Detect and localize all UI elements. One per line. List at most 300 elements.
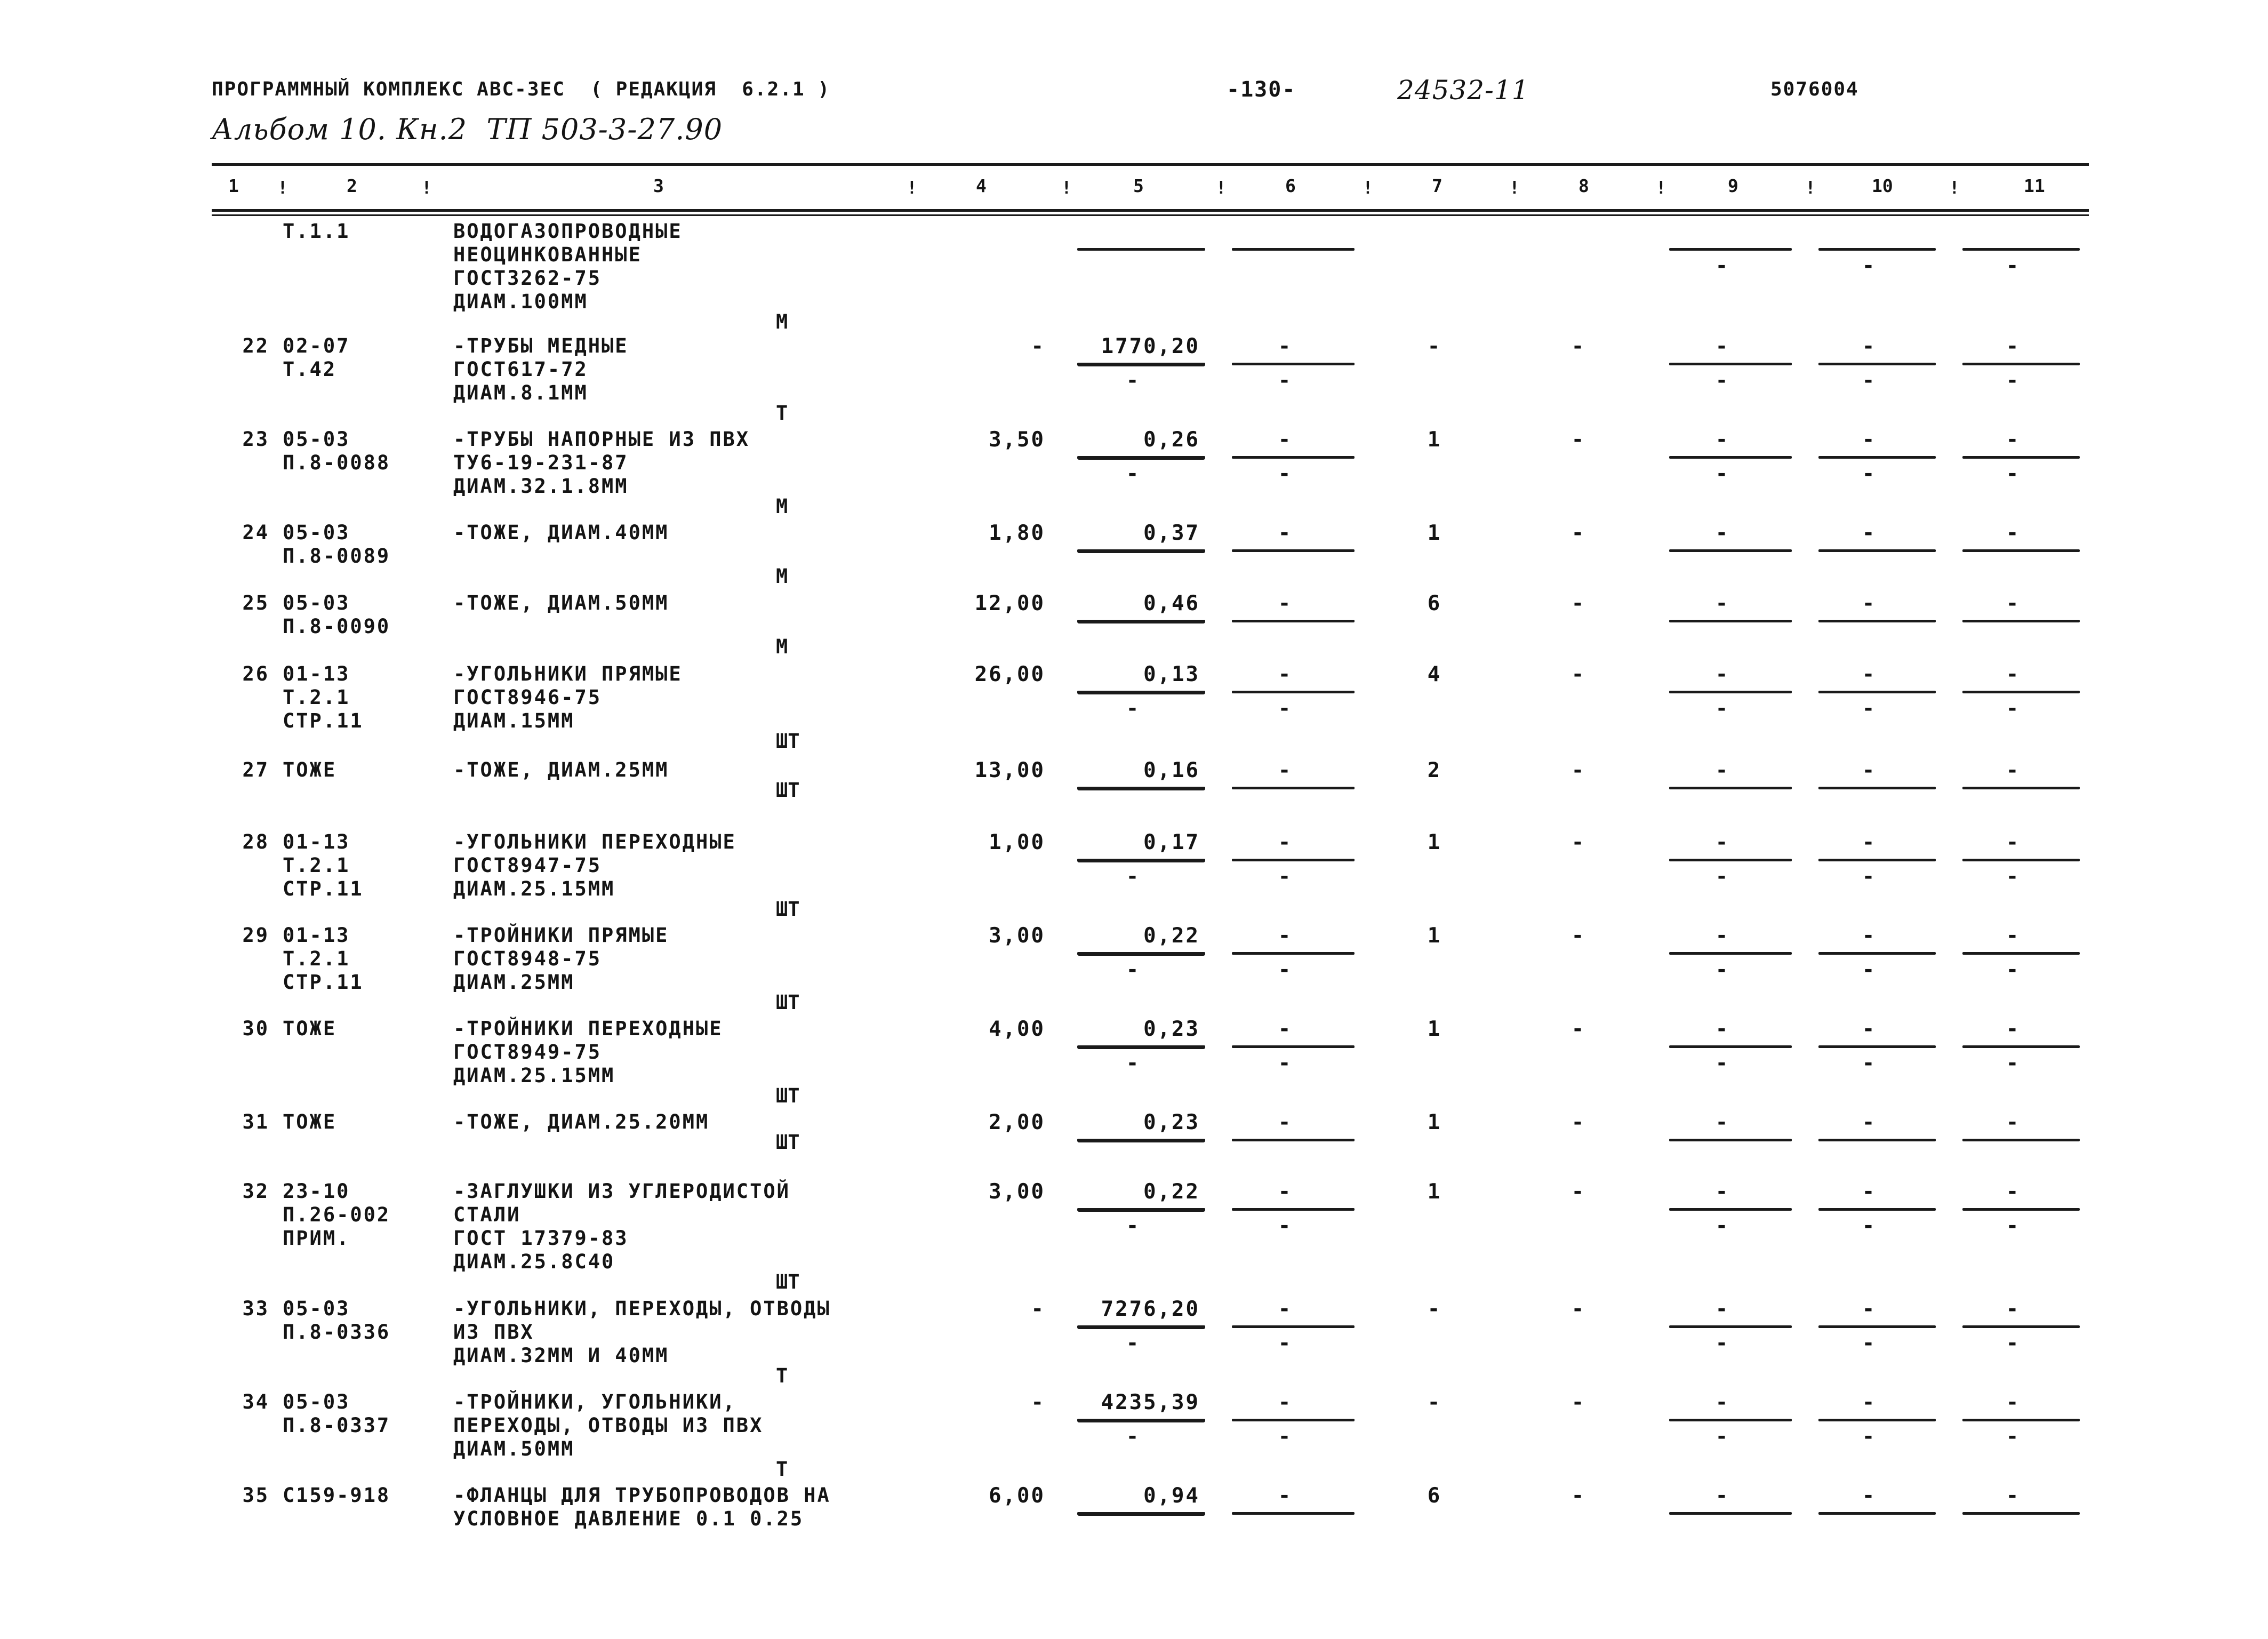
cell-col-8: - [1571, 334, 1586, 358]
fraction-rule-10 [1818, 952, 1936, 955]
fraction-rule-9 [1669, 549, 1792, 552]
row-number: 27 [242, 758, 269, 781]
fraction-rule-11 [1962, 363, 2080, 365]
cell-col-9: - [1715, 758, 1730, 782]
cell-col-10: - [1862, 428, 1877, 452]
fraction-rule-9 [1669, 859, 1792, 861]
row-code-line: 05-03 [283, 591, 350, 614]
cell-col-4: 4,00 [989, 1017, 1045, 1041]
cell-col-5: 0,94 [1143, 1484, 1200, 1508]
cell-col-9: - [1715, 1110, 1730, 1134]
cell-col-8: - [1571, 591, 1586, 615]
cell-col-11-secondary: - [2006, 369, 2021, 393]
row-unit: М [776, 495, 788, 518]
cell-col-7: 6 [1427, 1484, 1442, 1508]
cell-col-8: - [1571, 1110, 1586, 1134]
cell-col-11: - [2006, 1390, 2021, 1414]
row-code-line: Т.42 [283, 358, 337, 381]
cell-col-5: 1770,20 [1101, 334, 1200, 358]
cell-col-9-secondary: - [1715, 1051, 1730, 1075]
cell-col-4: 3,00 [989, 1180, 1045, 1204]
row-description-line: -УГОЛЬНИКИ, ПЕРЕХОДЫ, ОТВОДЫ [453, 1297, 831, 1320]
row-unit: ШТ [776, 991, 800, 1014]
row-unit: ШТ [776, 1084, 800, 1107]
cell-col-6: - [1278, 662, 1293, 686]
col-header-3: 3 [653, 175, 664, 196]
fraction-rule-10 [1818, 859, 1936, 861]
row-description-line: СТАЛИ [453, 1203, 521, 1226]
row-description-line: ГОСТ 17379-83 [453, 1227, 629, 1250]
row-code-line: 01-13 [283, 830, 350, 853]
cell-col-9-secondary: - [1715, 462, 1730, 486]
cell-col-5: 7276,20 [1101, 1297, 1200, 1321]
cell-col-5-secondary: - [1126, 1214, 1141, 1238]
fraction-rule-main [1077, 952, 1205, 956]
cell-col-11: - [2006, 1017, 2021, 1041]
cell-col-10-secondary: - [1862, 865, 1877, 889]
row-number: 29 [242, 924, 269, 947]
cell-col-10-secondary: - [1862, 697, 1877, 721]
cell-col-4: 13,00 [974, 758, 1045, 782]
fraction-rule-main [1077, 787, 1205, 790]
row-number: 31 [242, 1110, 269, 1133]
fraction-rule-main [1077, 859, 1205, 862]
cell-col-6-secondary: - [1278, 865, 1293, 889]
fraction-rule-6 [1232, 1208, 1355, 1211]
row-code-line: С159-918 [283, 1484, 391, 1507]
cell-col-7: 1 [1427, 830, 1442, 854]
fraction-rule-11 [1962, 248, 2080, 251]
row-description-line: ДИАМ.25.8С40 [453, 1250, 615, 1273]
cell-col-10: - [1862, 1390, 1877, 1414]
cell-col-8: - [1571, 830, 1586, 854]
row-unit: Т [776, 1364, 788, 1387]
fraction-rule-6 [1232, 859, 1355, 861]
fraction-rule-9 [1669, 1325, 1792, 1328]
cell-col-11-secondary: - [2006, 1214, 2021, 1238]
cell-col-10: - [1862, 758, 1877, 782]
cell-col-10-secondary: - [1862, 254, 1877, 278]
fraction-rule-6 [1232, 549, 1355, 552]
fraction-rule-11 [1962, 1208, 2080, 1211]
cell-col-11: - [2006, 591, 2021, 615]
cell-col-10: - [1862, 521, 1877, 545]
row-number: 30 [242, 1017, 269, 1040]
cell-col-11-secondary: - [2006, 462, 2021, 486]
fraction-rule-11 [1962, 1512, 2080, 1515]
col-header-2: 2 [347, 175, 357, 196]
cell-col-10-secondary: - [1862, 958, 1877, 982]
row-code-line: 01-13 [283, 662, 350, 685]
cell-col-8: - [1571, 924, 1586, 948]
cell-col-6: - [1278, 334, 1293, 358]
cell-col-6-secondary: - [1278, 1331, 1293, 1355]
fraction-rule-11 [1962, 1419, 2080, 1421]
album-reference: Альбом 10. Кн.2 ТП 503-3-27.90 [212, 113, 723, 146]
fraction-rule-11 [1962, 691, 2080, 693]
cell-col-10: - [1862, 334, 1877, 358]
col-header-11: 11 [2024, 175, 2045, 196]
cell-col-5: 0,23 [1143, 1017, 1200, 1041]
cell-col-5: 4235,39 [1101, 1390, 1200, 1414]
row-description-line: ДИАМ.50ММ [453, 1437, 575, 1460]
cell-col-11-secondary: - [2006, 1425, 2021, 1449]
row-code-line: Т.2.1 [283, 947, 350, 970]
fraction-rule-9 [1669, 1139, 1792, 1141]
row-description-line: -ЗАГЛУШКИ ИЗ УГЛЕРОДИСТОЙ [453, 1180, 790, 1203]
cell-col-9: - [1715, 591, 1730, 615]
fraction-rule-10 [1818, 787, 1936, 789]
document-number: 24532-11 [1397, 75, 1529, 106]
cell-col-8: - [1571, 1180, 1586, 1204]
fraction-rule-main [1077, 456, 1205, 460]
row-code-line: СТР.11 [283, 709, 364, 732]
fraction-rule-main [1077, 549, 1205, 553]
row-description-line: ТУ6-19-231-87 [453, 451, 629, 474]
row-description-line: ВОДОГАЗОПРОВОДНЫЕ [453, 220, 683, 243]
fraction-rule-main [1077, 620, 1205, 623]
cell-col-9: - [1715, 428, 1730, 452]
cell-col-9: - [1715, 521, 1730, 545]
fraction-rule-main [1077, 1045, 1205, 1049]
row-number: 35 [242, 1484, 269, 1507]
cell-col-4: 1,00 [989, 830, 1045, 854]
row-description-line: -ТРУБЫ МЕДНЫЕ [453, 334, 629, 357]
row-unit: Т [776, 402, 788, 425]
cell-col-5: 0,22 [1143, 1180, 1200, 1204]
fraction-rule-11 [1962, 1325, 2080, 1328]
row-description-line: ДИАМ.25ММ [453, 971, 575, 994]
cell-col-9-secondary: - [1715, 958, 1730, 982]
fraction-rule-9 [1669, 1045, 1792, 1048]
fraction-rule-11 [1962, 1139, 2080, 1141]
fraction-rule-10 [1818, 363, 1936, 365]
fraction-rule-10 [1818, 1139, 1936, 1141]
row-unit: М [776, 565, 788, 588]
cell-col-9-secondary: - [1715, 369, 1730, 393]
fraction-rule-9 [1669, 456, 1792, 459]
cell-col-11-secondary: - [2006, 1331, 2021, 1355]
fraction-rule-11 [1962, 859, 2080, 861]
row-code-line: П.8-0337 [283, 1414, 391, 1437]
cell-col-5: 0,17 [1143, 830, 1200, 854]
fraction-rule-6 [1232, 1045, 1355, 1048]
row-code-line: ТОЖЕ [283, 1017, 337, 1040]
fraction-rule-10 [1818, 248, 1936, 251]
cell-col-10: - [1862, 1110, 1877, 1134]
row-code-line: Т.1.1 [283, 220, 350, 243]
cell-col-9-secondary: - [1715, 697, 1730, 721]
fraction-rule-11 [1962, 549, 2080, 552]
cell-col-9: - [1715, 662, 1730, 686]
col-header-8: 8 [1578, 175, 1589, 196]
fraction-rule-9 [1669, 1512, 1792, 1515]
fraction-rule-main [1077, 1139, 1205, 1142]
cell-col-6: - [1278, 428, 1293, 452]
cell-col-6-secondary: - [1278, 1425, 1293, 1449]
col-header-10: 10 [1872, 175, 1893, 196]
row-number: 26 [242, 662, 269, 685]
col-header-9: 9 [1728, 175, 1738, 196]
col-header-5: 5 [1133, 175, 1144, 196]
cell-col-11: - [2006, 521, 2021, 545]
header-bottom-rule [212, 209, 2089, 212]
cell-col-11: - [2006, 1110, 2021, 1134]
cell-col-7: 1 [1427, 1110, 1442, 1134]
fraction-rule-11 [1962, 1045, 2080, 1048]
cell-col-8: - [1571, 1484, 1586, 1508]
row-description-line: ИЗ ПВХ [453, 1321, 534, 1344]
cell-col-10: - [1862, 924, 1877, 948]
fraction-rule-10 [1818, 1512, 1936, 1515]
row-description-line: ГОСТ8949-75 [453, 1041, 602, 1064]
cell-col-9-secondary: - [1715, 865, 1730, 889]
row-code-line: 01-13 [283, 924, 350, 947]
cell-col-6-secondary: - [1278, 462, 1293, 486]
fraction-rule-main [1077, 363, 1205, 366]
row-code-line: СТР.11 [283, 971, 364, 994]
row-code-line: П.8-0089 [283, 545, 391, 567]
cell-col-4: 12,00 [974, 591, 1045, 615]
row-description-line: ДИАМ.8.1ММ [453, 381, 588, 404]
row-description-line: -УГОЛЬНИКИ ПРЯМЫЕ [453, 662, 683, 685]
cell-col-8: - [1571, 1017, 1586, 1041]
cell-col-6: - [1278, 1390, 1293, 1414]
cell-col-6-secondary: - [1278, 1051, 1293, 1075]
cell-col-7: - [1427, 1297, 1442, 1321]
row-number: 32 [242, 1180, 269, 1203]
cell-col-11: - [2006, 662, 2021, 686]
row-description-line: ДИАМ.32ММ И 40ММ [453, 1344, 669, 1367]
row-description-line: ГОСТ617-72 [453, 358, 588, 381]
row-description-line: -ТОЖЕ, ДИАМ.50ММ [453, 591, 669, 614]
fraction-rule-6 [1232, 248, 1355, 251]
row-description-line: -ТРУБЫ НАПОРНЫЕ ИЗ ПВХ [453, 428, 750, 451]
cell-col-6: - [1278, 591, 1293, 615]
row-number: 28 [242, 830, 269, 853]
fraction-rule-10 [1818, 1419, 1936, 1421]
cell-col-7: 4 [1427, 662, 1442, 686]
fraction-rule-6 [1232, 1512, 1355, 1515]
row-code-line: ТОЖЕ [283, 758, 337, 781]
fraction-rule-9 [1669, 363, 1792, 365]
fraction-rule-10 [1818, 1208, 1936, 1211]
cell-col-10-secondary: - [1862, 1331, 1877, 1355]
fraction-rule-9 [1669, 248, 1792, 251]
row-description-line: НЕОЦИНКОВАННЫЕ [453, 243, 642, 266]
fraction-rule-9 [1669, 1208, 1792, 1211]
cell-col-7: - [1427, 334, 1442, 358]
cell-col-6-secondary: - [1278, 958, 1293, 982]
cell-col-7: 1 [1427, 521, 1442, 545]
cell-col-7: 1 [1427, 1180, 1442, 1204]
row-unit: М [776, 635, 788, 658]
row-number: 34 [242, 1390, 269, 1413]
cell-col-9-secondary: - [1715, 254, 1730, 278]
fraction-rule-6 [1232, 787, 1355, 789]
cell-col-10-secondary: - [1862, 1051, 1877, 1075]
row-code-line: П.26-002 [283, 1203, 391, 1226]
cell-col-4: 6,00 [989, 1484, 1045, 1508]
row-description-line: ДИАМ.25.15ММ [453, 1064, 615, 1087]
row-unit: ШТ [776, 1131, 800, 1154]
cell-col-5: 0,26 [1143, 428, 1200, 452]
col-header-1: 1 [228, 175, 239, 196]
row-unit: ШТ [776, 1270, 800, 1293]
cell-col-6: - [1278, 924, 1293, 948]
cell-col-5-secondary: - [1126, 369, 1141, 393]
row-unit: Т [776, 1458, 788, 1481]
fraction-rule-9 [1669, 620, 1792, 622]
row-code-line: 05-03 [283, 1297, 350, 1320]
cell-col-9: - [1715, 1484, 1730, 1508]
cell-col-10-secondary: - [1862, 462, 1877, 486]
page-number: -130- [1227, 77, 1296, 102]
cell-col-11-secondary: - [2006, 697, 2021, 721]
fraction-rule-9 [1669, 1419, 1792, 1421]
cell-col-5-secondary: - [1126, 462, 1141, 486]
cell-col-9: - [1715, 334, 1730, 358]
fraction-rule-6 [1232, 952, 1355, 955]
fraction-rule-10 [1818, 456, 1936, 459]
cell-col-6: - [1278, 1017, 1293, 1041]
row-description-line: -ТОЖЕ, ДИАМ.25.20ММ [453, 1110, 710, 1133]
row-number: 22 [242, 334, 269, 357]
cell-col-4: 26,00 [974, 662, 1045, 686]
row-description-line: -ФЛАНЦЫ ДЛЯ ТРУБОПРОВОДОВ НА [453, 1484, 831, 1507]
row-number: 33 [242, 1297, 269, 1320]
table-top-rule [212, 163, 2089, 166]
cell-col-8: - [1571, 1390, 1586, 1414]
row-code-line: 23-10 [283, 1180, 350, 1203]
cell-col-10: - [1862, 830, 1877, 854]
cell-col-11: - [2006, 830, 2021, 854]
row-description-line: ДИАМ.15ММ [453, 709, 575, 732]
cell-col-6: - [1278, 830, 1293, 854]
row-code-line: ПРИМ. [283, 1227, 350, 1250]
row-unit: ШТ [776, 898, 800, 921]
cell-col-6: - [1278, 1110, 1293, 1134]
row-description-line: ГОСТ8946-75 [453, 686, 602, 709]
fraction-rule-10 [1818, 1045, 1936, 1048]
cell-col-5-secondary: - [1126, 1425, 1141, 1449]
row-description-line: -ТОЖЕ, ДИАМ.40ММ [453, 521, 669, 544]
fraction-rule-6 [1232, 1325, 1355, 1328]
cell-col-8: - [1571, 1297, 1586, 1321]
cell-col-11: - [2006, 1297, 2021, 1321]
cell-col-4: 3,50 [989, 428, 1045, 452]
row-description-line: -УГОЛЬНИКИ ПЕРЕХОДНЫЕ [453, 830, 736, 853]
row-code-line: П.8-0336 [283, 1321, 391, 1344]
cell-col-8: - [1571, 758, 1586, 782]
cell-col-4: 3,00 [989, 924, 1045, 948]
cell-col-7: 1 [1427, 428, 1442, 452]
cell-col-4: - [1031, 1390, 1045, 1414]
row-number: 25 [242, 591, 269, 614]
row-code-line: СТР.11 [283, 877, 364, 900]
cell-col-10: - [1862, 662, 1877, 686]
fraction-rule-10 [1818, 620, 1936, 622]
cell-col-6: - [1278, 1484, 1293, 1508]
cell-col-7: - [1427, 1390, 1442, 1414]
fraction-rule-11 [1962, 787, 2080, 789]
fraction-rule-main [1077, 1325, 1205, 1329]
cell-col-10-secondary: - [1862, 1425, 1877, 1449]
cell-col-4: 1,80 [989, 521, 1045, 545]
row-description-line: -ТОЖЕ, ДИАМ.25ММ [453, 758, 669, 781]
cell-col-6-secondary: - [1278, 1214, 1293, 1238]
col-header-7: 7 [1432, 175, 1442, 196]
cell-col-11: - [2006, 1180, 2021, 1204]
cell-col-9: - [1715, 1297, 1730, 1321]
row-description-line: ДИАМ.100ММ [453, 290, 588, 313]
cell-col-6: - [1278, 521, 1293, 545]
cell-col-4: 2,00 [989, 1110, 1045, 1134]
cell-col-5: 0,37 [1143, 521, 1200, 545]
row-description-line: -ТРОЙНИКИ ПЕРЕХОДНЫЕ [453, 1017, 723, 1040]
cell-col-5-secondary: - [1126, 697, 1141, 721]
fraction-rule-main [1077, 1208, 1205, 1212]
cell-col-9: - [1715, 1017, 1730, 1041]
cell-col-10-secondary: - [1862, 1214, 1877, 1238]
cell-col-6: - [1278, 1297, 1293, 1321]
fraction-rule-11 [1962, 456, 2080, 459]
cell-col-7: 6 [1427, 591, 1442, 615]
fraction-rule-6 [1232, 1419, 1355, 1421]
cell-col-10: - [1862, 1017, 1877, 1041]
cell-col-10: - [1862, 591, 1877, 615]
cell-col-5: 0,23 [1143, 1110, 1200, 1134]
cell-col-11-secondary: - [2006, 254, 2021, 278]
row-description-line: ГОСТ8948-75 [453, 947, 602, 970]
cell-col-6: - [1278, 758, 1293, 782]
fraction-rule-main [1077, 1419, 1205, 1422]
cell-col-10: - [1862, 1484, 1877, 1508]
row-code-line: ТОЖЕ [283, 1110, 337, 1133]
row-code-line: Т.2.1 [283, 854, 350, 877]
cell-col-7: 2 [1427, 758, 1442, 782]
cell-col-11: - [2006, 1484, 2021, 1508]
cell-col-10-secondary: - [1862, 369, 1877, 393]
fraction-rule-10 [1818, 691, 1936, 693]
fraction-rule-10 [1818, 1325, 1936, 1328]
fraction-rule-5 [1077, 248, 1205, 251]
row-code-line: П.8-0088 [283, 451, 391, 474]
cell-col-11: - [2006, 758, 2021, 782]
fraction-rule-11 [1962, 952, 2080, 955]
fraction-rule-9 [1669, 691, 1792, 693]
row-description-line: ПЕРЕХОДЫ, ОТВОДЫ ИЗ ПВХ [453, 1414, 764, 1437]
cell-col-9: - [1715, 830, 1730, 854]
fraction-rule-9 [1669, 787, 1792, 789]
cell-col-7: 1 [1427, 924, 1442, 948]
cell-col-9: - [1715, 1180, 1730, 1204]
row-code-line: 02-07 [283, 334, 350, 357]
cell-col-5: 0,46 [1143, 591, 1200, 615]
cell-col-9: - [1715, 924, 1730, 948]
fraction-rule-6 [1232, 620, 1355, 622]
cell-col-6-secondary: - [1278, 697, 1293, 721]
cell-col-8: - [1571, 428, 1586, 452]
row-description-line: ДИАМ.32.1.8ММ [453, 475, 629, 498]
cell-col-11: - [2006, 428, 2021, 452]
col-header-4: 4 [976, 175, 987, 196]
cell-col-9: - [1715, 1390, 1730, 1414]
fraction-rule-6 [1232, 1139, 1355, 1141]
cell-col-5-secondary: - [1126, 958, 1141, 982]
header-bottom-rule-2 [212, 214, 2089, 216]
row-number: 23 [242, 428, 269, 451]
